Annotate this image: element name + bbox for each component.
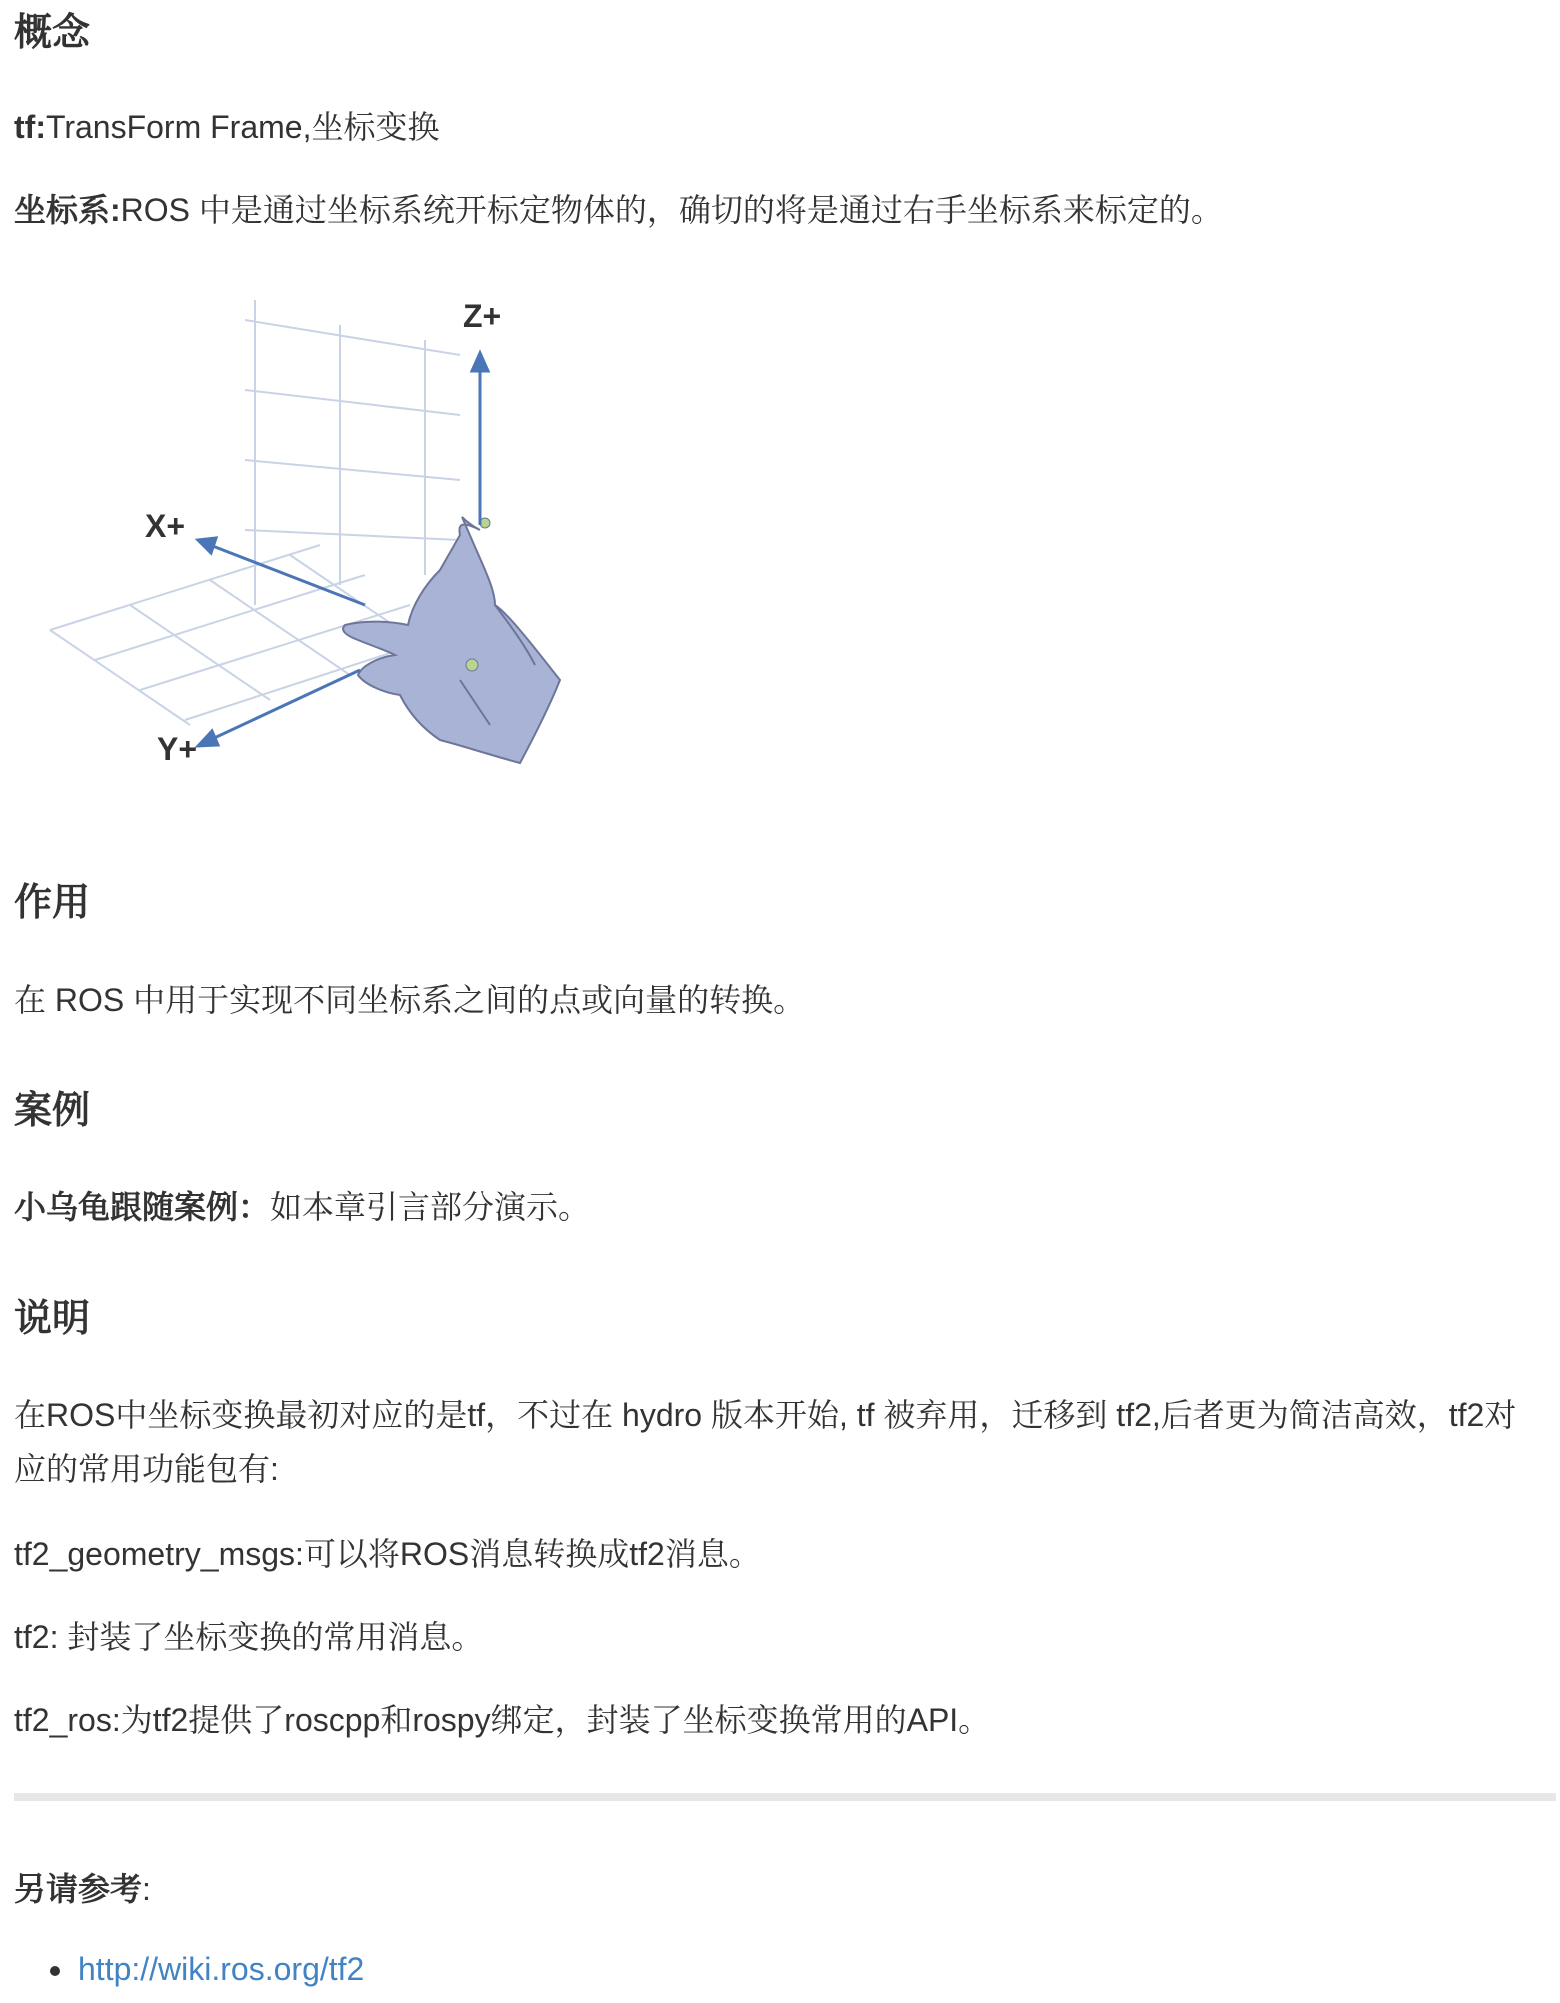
axis-label-x: X+ xyxy=(145,508,186,544)
example-text xyxy=(14,1180,590,1234)
see-also-list xyxy=(14,1942,364,1996)
heading-usage: 作用 xyxy=(14,880,91,924)
coord-label: 坐标系: xyxy=(14,192,121,228)
see-also-colon: : xyxy=(142,1871,151,1907)
tf-definition xyxy=(14,100,439,154)
coord-definition xyxy=(14,183,1223,237)
coord-text: ROS 中是通过坐标系统开标定物体的，确切的将是通过右手坐标系来标定的。 xyxy=(120,192,1223,228)
see-also-label: 另请参考 xyxy=(14,1871,143,1907)
hand-illustration xyxy=(343,517,560,763)
reference-link[interactable]: http://wiki.ros.org/tf2 xyxy=(78,1951,365,1987)
axis-label-z: Z+ xyxy=(463,298,502,334)
notes-item: tf2_geometry_msgs:可以将ROS消息转换成tf2消息。 xyxy=(14,1536,761,1572)
axis-label-y: Y+ xyxy=(157,731,198,767)
tf-label: tf: xyxy=(14,109,46,145)
list-item xyxy=(14,1942,364,1996)
usage-text: 在 ROS 中用于实现不同坐标系之间的点或向量的转换。 xyxy=(14,982,806,1018)
right-hand-coordinate-figure xyxy=(40,285,580,785)
notes-item: tf2: 封装了坐标变换的常用消息。 xyxy=(14,1619,484,1655)
heading-concept: 概念 xyxy=(14,10,91,54)
horizontal-divider xyxy=(14,1793,1556,1801)
notes-intro: 在ROS中坐标变换最初对应的是tf，不过在 hydro 版本开始, tf 被弃用，迁移到 tf2,后者更为简洁高效，tf2对应的常用功能包有: xyxy=(14,1397,1517,1487)
example-label: 小乌龟跟随案例： xyxy=(14,1189,271,1225)
example-body: 如本章引言部分演示。 xyxy=(270,1189,591,1225)
tf-text: TransForm Frame,坐标变换 xyxy=(45,109,440,145)
heading-example: 案例 xyxy=(14,1088,91,1132)
see-also-heading xyxy=(14,1862,151,1916)
notes-item: tf2_ros:为tf2提供了roscpp和rospy绑定，封装了坐标变换常用的API。 xyxy=(14,1702,991,1738)
heading-notes: 说明 xyxy=(14,1296,91,1340)
